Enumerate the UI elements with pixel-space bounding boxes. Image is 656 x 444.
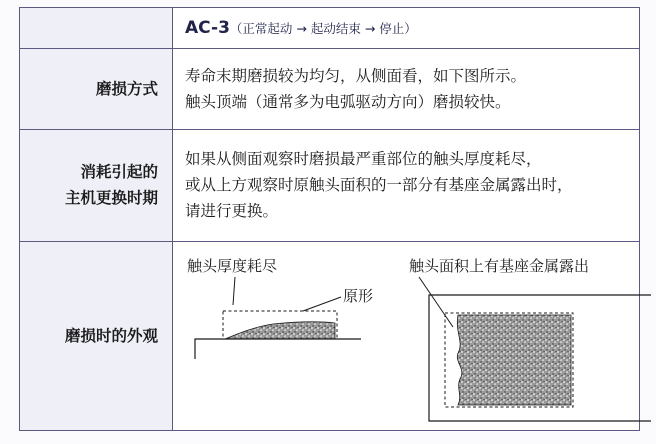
side-view-diagram [187, 257, 373, 359]
row-value-replacement-timing [173, 130, 640, 241]
original-shape-caption: 原形 [343, 286, 374, 305]
table-row-wear-appearance [20, 241, 640, 430]
side-view-caption: 触头厚度耗尽 [187, 256, 278, 275]
model-sequence: （正常起动 → 起动结束 → 停止） [229, 20, 417, 36]
row-label-line: 主机更换时期 [64, 189, 158, 208]
value-line: 或从上方观察时原触头面积的一部分有基座金属露出时， [185, 176, 573, 195]
value-line: 触头顶端（通常多为电弧驱动方向）磨损较快。 [185, 93, 511, 112]
row-label-line: 磨损时的外观 [64, 326, 158, 345]
wear-appearance-figure [173, 243, 651, 429]
row-label-replacement-timing [20, 130, 173, 241]
model-title: AC-3 [185, 17, 230, 38]
remaining-contact-area [457, 315, 571, 405]
header-cell [173, 8, 640, 49]
value-line: 寿命末期磨损较为均匀，从侧面看，如下图所示。 [185, 67, 527, 86]
top-view-caption: 触头面积上有基座金属露出 [409, 256, 590, 275]
table-header-row [20, 8, 640, 49]
contact-wear-table [19, 7, 640, 431]
top-view-diagram [409, 257, 651, 421]
row-label-line: 消耗引起的 [80, 163, 158, 182]
header-empty-cell [20, 8, 173, 49]
table-row-wear-mode [20, 49, 640, 130]
worn-contact-profile [225, 322, 335, 339]
value-line: 请进行更换。 [185, 202, 279, 221]
row-label-line: 磨损方式 [95, 80, 158, 99]
side-view-leader-line [233, 277, 235, 305]
row-value-wear-mode [173, 49, 640, 130]
value-line: 如果从侧面观察时磨损最严重部位的触头厚度耗尽， [185, 150, 542, 169]
row-label-wear-appearance [20, 241, 173, 430]
table-row-replacement-timing [20, 130, 640, 241]
original-shape-leader-line [303, 297, 341, 311]
top-view-leader-line [419, 277, 453, 327]
base-metal-side [195, 339, 361, 359]
row-label-wear-mode [20, 49, 173, 130]
row-value-wear-appearance [173, 241, 640, 430]
